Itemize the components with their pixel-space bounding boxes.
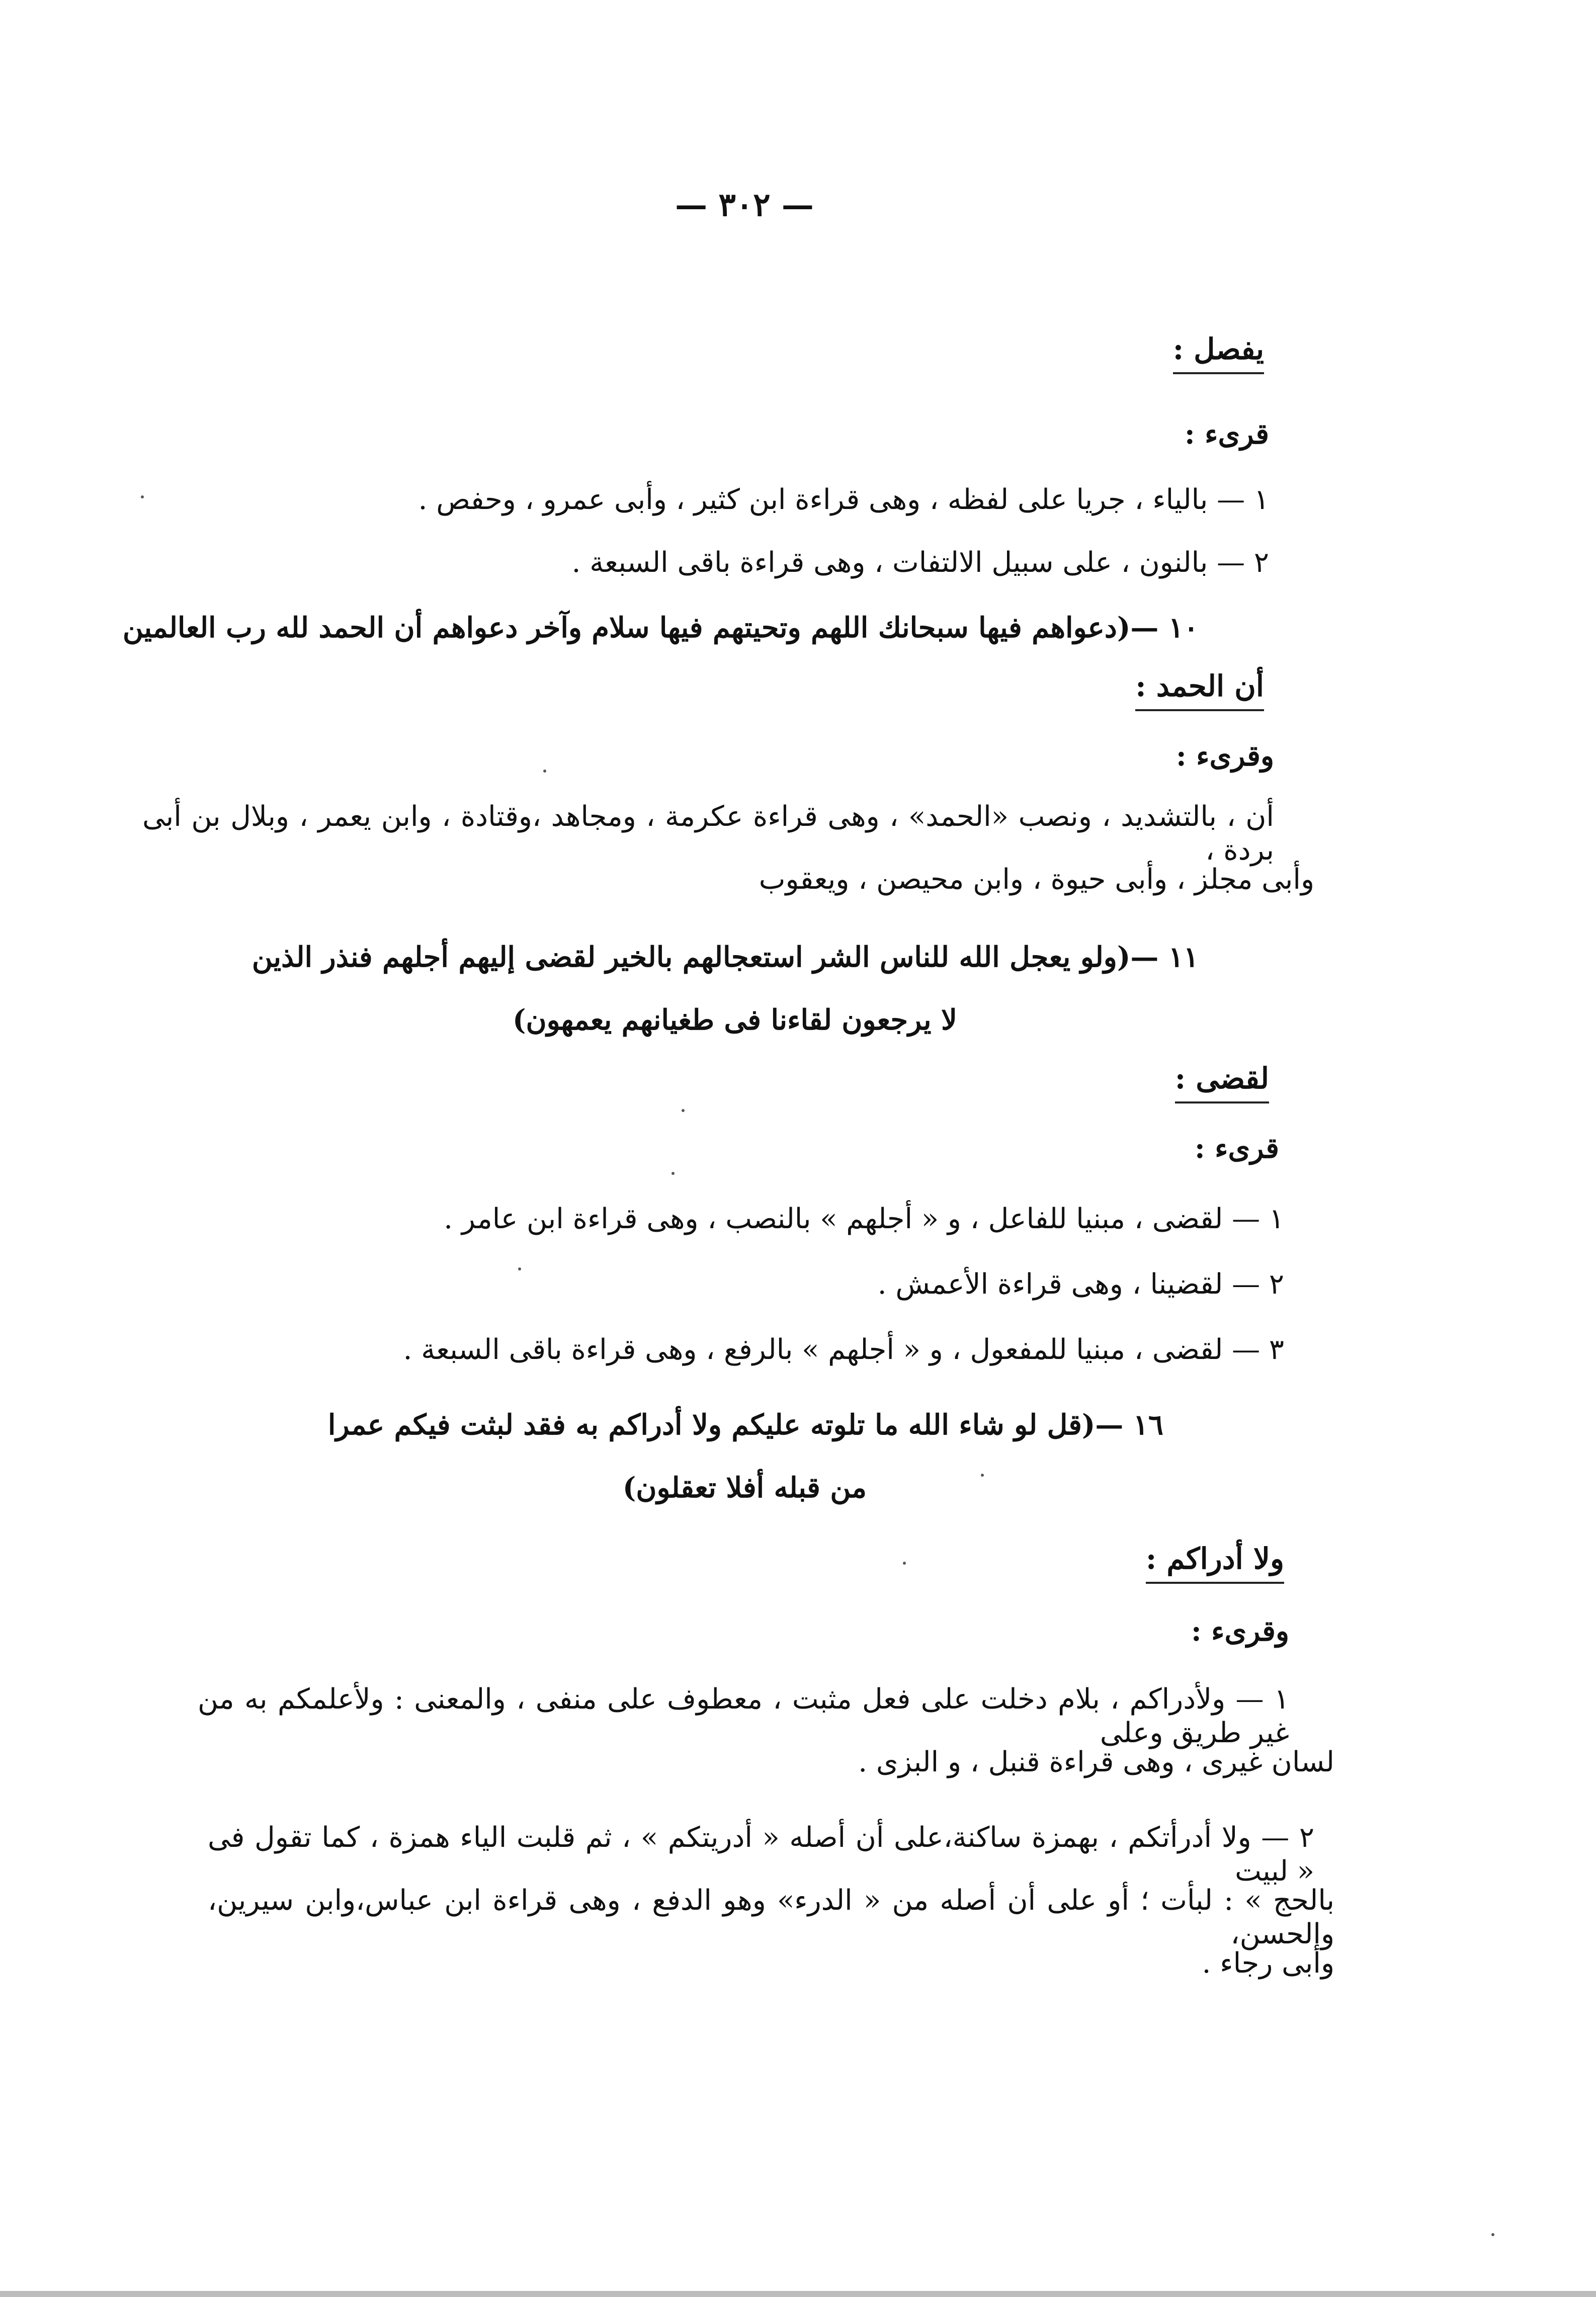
scan-speck bbox=[1491, 2233, 1494, 2236]
scan-speck bbox=[903, 1562, 906, 1565]
paragraph-line: وأبى مجلز ، وأبى حيوة ، وابن محيصن ، ويعقوب bbox=[759, 863, 1314, 896]
readings-label: وقرىء : bbox=[1191, 1614, 1289, 1648]
scan-speck bbox=[682, 1109, 685, 1112]
scan-speck bbox=[518, 1267, 521, 1270]
scan-speck bbox=[141, 495, 144, 498]
scan-speck bbox=[981, 1474, 984, 1477]
readings-label: وقرىء : bbox=[1175, 739, 1274, 773]
reading-item-line: ١ — ولأدراكم ، بلام دخلت على فعل مثبت ، معطوف على منفى ، والمعنى : ولأعلمكم به من غير طريق وعلى bbox=[198, 1683, 1289, 1750]
reading-item-line: بالحج » : لبأت ؛ أو على أن أصله من « الدرء» وهو الدفع ، وهى قراءة ابن عباس،وابن سيرين، والحسن، bbox=[208, 1884, 1334, 1951]
scan-speck bbox=[671, 1172, 675, 1175]
quran-verse-16-line1: ١٦ —(قل لو شاء الله ما تلوته عليكم ولا أدراكم به فقد لبثت فيكم عمرا bbox=[327, 1408, 1163, 1441]
reading-item: ٢ — لقضينا ، وهى قراءة الأعمش . bbox=[877, 1268, 1284, 1301]
page-number: — ٣٠٢ — bbox=[675, 186, 814, 224]
reading-item-line: لسان غيرى ، وهى قراءة قنبل ، و البزى . bbox=[858, 1746, 1334, 1778]
readings-label: قرىء : bbox=[1195, 1132, 1279, 1165]
paragraph-line: أن ، بالتشديد ، ونصب «الحمد» ، وهى قراءة عكرمة ، ومجاهد ،وقتادة ، وابن يعمر ، وبلال بن أبى بردة ، bbox=[142, 800, 1274, 867]
quran-verse-16-line2: من قبله أفلا تعقلون) bbox=[622, 1471, 867, 1504]
quran-verse-11-line1: ١١ —(ولو يعجل الله للناس الشر استعجالهم بالخير لقضى إليهم أجلهم فنذر الذين bbox=[251, 941, 1199, 974]
reading-item: ١ — بالياء ، جريا على لفظه ، وهى قراءة ابن كثير ، وأبى عمرو ، وحفص . bbox=[418, 483, 1269, 516]
quran-verse-11-line2: لا يرجعون لقاءنا فى طغيانهم يعمهون) bbox=[512, 1003, 957, 1037]
quran-verse-10: ١٠ —(دعواهم فيها سبحانك اللهم وتحيتهم فيها سلام وآخر دعواهم أن الحمد لله رب العالمين bbox=[122, 611, 1199, 644]
readings-label: قرىء : bbox=[1185, 417, 1269, 451]
reading-item-line: وأبى رجاء . bbox=[1202, 1947, 1334, 1980]
section-heading-laqada: لقضى : bbox=[1175, 1061, 1269, 1103]
section-heading-wala-adrakum: ولا أدراكم : bbox=[1146, 1542, 1284, 1584]
reading-item: ١ — لقضى ، مبنيا للفاعل ، و « أجلهم » بالنصب ، وهى قراءة ابن عامر . bbox=[444, 1203, 1284, 1235]
section-heading-anna-alhamd: أن الحمد : bbox=[1135, 669, 1264, 711]
reading-item: ٣ — لقضى ، مبنيا للمفعول ، و « أجلهم » بالرفع ، وهى قراءة باقى السبعة . bbox=[403, 1333, 1284, 1366]
section-heading-yufassil: يفصل : bbox=[1173, 332, 1264, 374]
scan-speck bbox=[543, 770, 546, 773]
page-bottom-edge bbox=[0, 2291, 1596, 2297]
reading-item-line: ٢ — ولا أدرأتكم ، بهمزة ساكنة،على أن أصله « أدريتكم » ، ثم قلبت الياء همزة ، كما تقول فى « لبيت bbox=[208, 1821, 1314, 1888]
reading-item: ٢ — بالنون ، على سبيل الالتفات ، وهى قراءة باقى السبعة . bbox=[571, 546, 1269, 579]
